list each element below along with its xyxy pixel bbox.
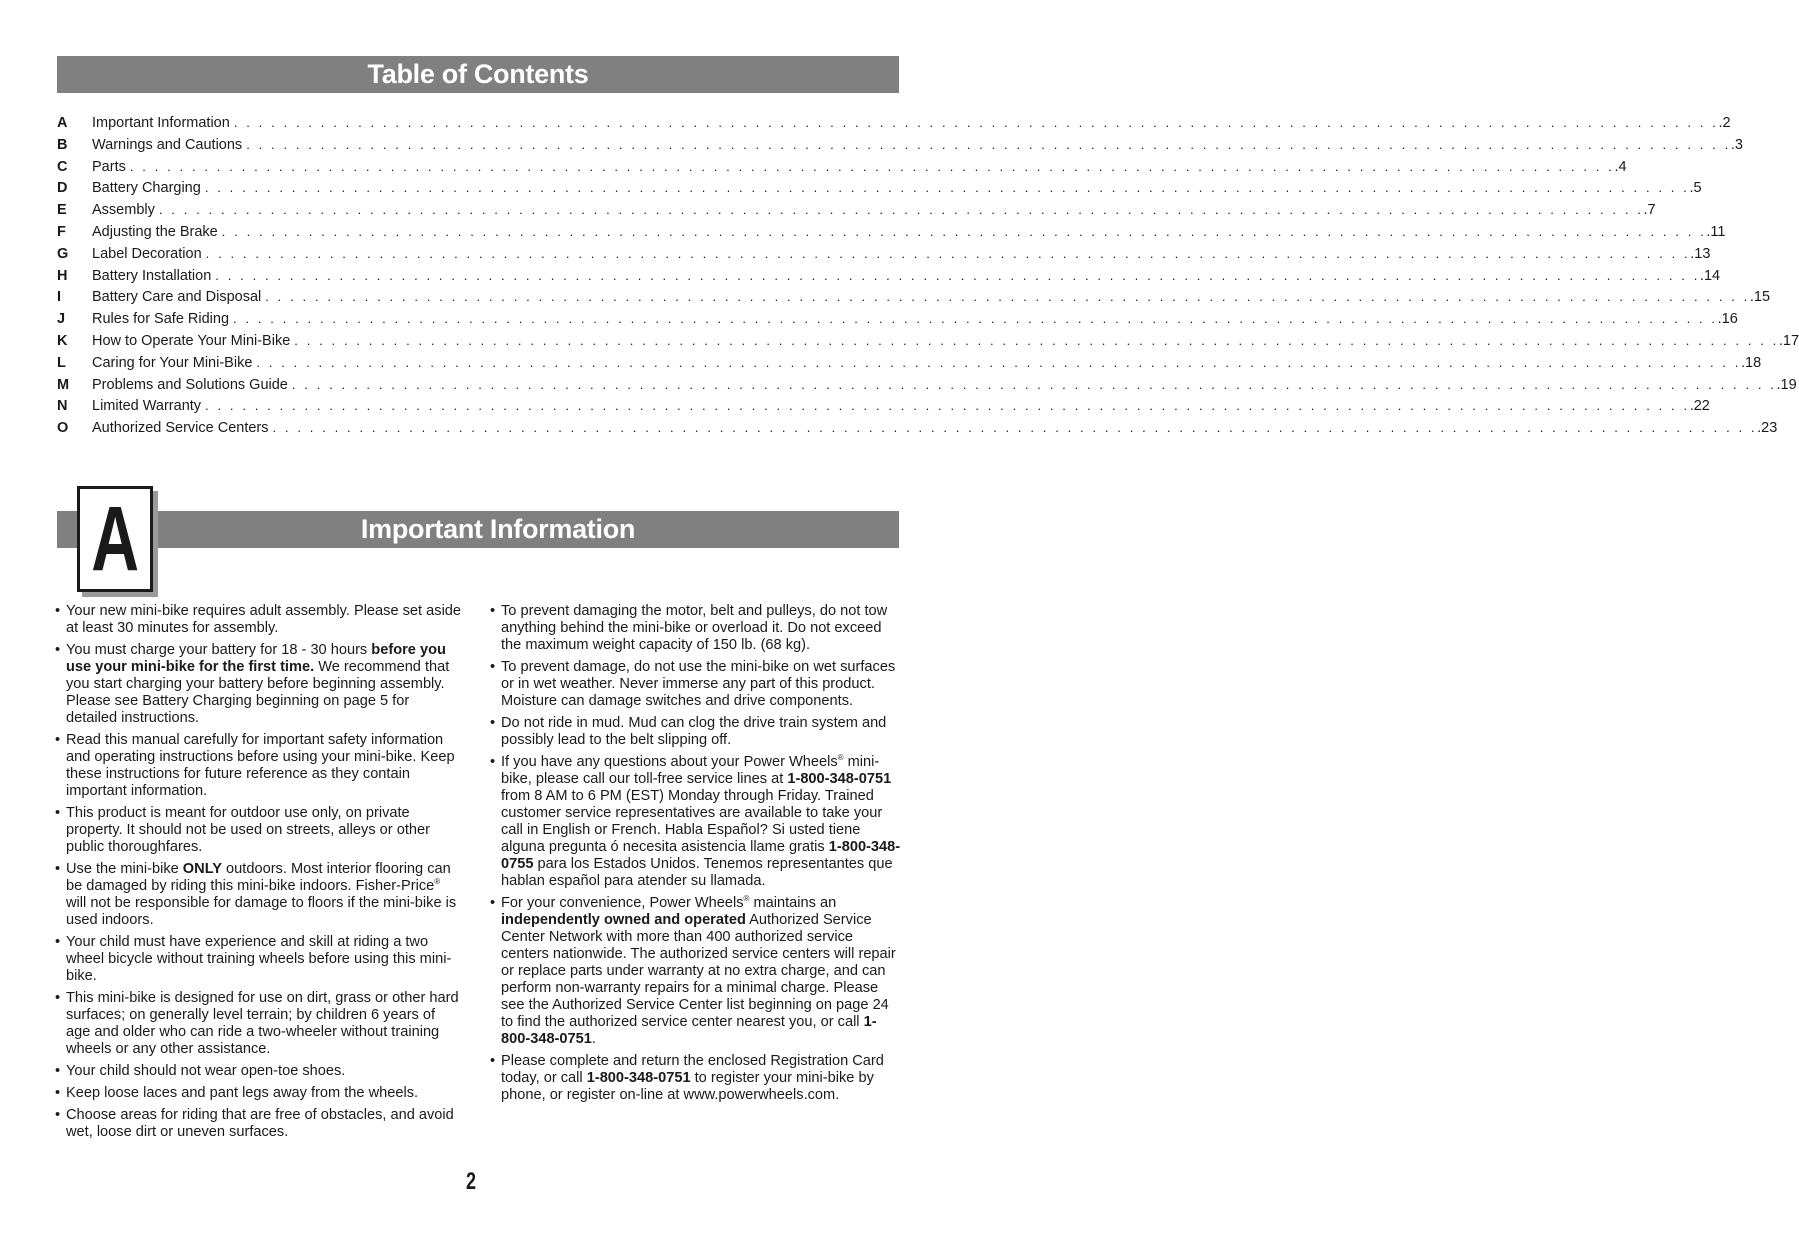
toc-entry-page: .22	[1689, 398, 1710, 415]
text-run: maintains an	[749, 895, 837, 911]
toc-entry	[57, 180, 1702, 202]
toc-entry-title: How to Operate Your Mini-Bike	[92, 332, 291, 349]
toc-entry-title: Important Information	[92, 115, 230, 131]
bullet-text	[501, 1053, 902, 1104]
toc-entry	[57, 398, 1710, 420]
section-letter-box	[77, 486, 153, 592]
bullet-text	[501, 715, 902, 749]
bullet-dot: •	[490, 1053, 496, 1069]
toc-entry-title: Warnings and Cautions	[92, 136, 243, 153]
text-run: to register your mini-bike by phone, or register on-line at www.powerwheels.com.	[501, 1070, 874, 1103]
toc-entry-page: .13	[1690, 245, 1711, 262]
toc-leader-dots: . . . . . . . . . . . . . . . . . . . . . . . . . . . . . . . . . . . . . . . . . . . . . . . . . . . . . . . . . . . . . . . . . . . . . . . . . . . . . . . . . . . . . . . . . . . . . . . . . . . . . . . . . . . . . . . . . . . . . . . .	[204, 180, 1690, 196]
toc-entry-letter: E	[57, 202, 67, 219]
bullet-item	[55, 990, 463, 1058]
bullet-dot: •	[55, 1085, 61, 1101]
toc-entry-page: .7	[1643, 202, 1656, 219]
section-banner	[57, 511, 899, 548]
bullet-dot: •	[490, 715, 496, 731]
toc-leader-dots: . . . . . . . . . . . . . . . . . . . . . . . . . . . . . . . . . . . . . . . . . . . . . . . . . . . . . . . . . . . . . . . . . . . . . . . . . . . . . . . . . . . . . . . . . . . . . . . . . . . . . . . . . . . . . . . . . . . . . . . .	[215, 267, 1700, 283]
left-column	[55, 603, 463, 1146]
toc-title: Table of Contents	[367, 59, 589, 89]
toc-entry-letter: A	[57, 115, 68, 131]
toc-leader-dots: . . . . . . . . . . . . . . . . . . . . . . . . . . . . . . . . . . . . . . . . . . . . . . . . . . . . . . . . . . . . . . . . . . . . . . . . . . . . . . . . . . . . . . . . . . . . . . . . . . . . . . . . . . . . . . . . . . . . . . . .	[291, 376, 1777, 392]
toc-leader-dots: . . . . . . . . . . . . . . . . . . . . . . . . . . . . . . . . . . . . . . . . . . . . . . . . . . . . . . . . . . . . . . . . . . . . . . . . . . . . . . . . . . . . . . . . . . . . . . . . . . . . . . . . . . . . . . . . . . . . . . . .	[221, 223, 1707, 239]
toc-entry-letter: M	[57, 376, 70, 393]
text-run: Authorized Service Center Network with more than 400 authorized service centers nationwide. The authorized service centers will repair or replace parts under warranty at no extra charge, and can perform non-warranty repairs for a minimal charge. Please see the Authorized Service Center list beginning on page 24 to find the authorized service center nearest you, or call	[501, 912, 896, 1030]
bullet-dot: •	[490, 754, 496, 770]
toc-entry-letter: K	[57, 332, 68, 349]
toc-leader-dots: . . . . . . . . . . . . . . . . . . . . . . . . . . . . . . . . . . . . . . . . . . . . . . . . . . . . . . . . . . . . . . . . . . . . . . . . . . . . . . . . . . . . . . . . . . . . . . . . . . . . . . . . . . . . . . . . . . . . . . . .	[233, 311, 1718, 327]
toc-entry-title: Parts	[92, 158, 126, 175]
toc-leader-dots: . . . . . . . . . . . . . . . . . . . . . . . . . . . . . . . . . . . . . . . . . . . . . . . . . . . . . . . . . . . . . . . . . . . . . . . . . . . . . . . . . . . . . . . . . . . . . . . . . . . . . . . . . . . . . . . . . . . . . . . .	[256, 354, 1742, 370]
bold-text: 1-800-348-0751	[501, 1014, 877, 1047]
bullet-dot: •	[490, 895, 496, 911]
toc-entry-title: Caring for Your Mini-Bike	[92, 354, 253, 371]
page-number: 2	[466, 1168, 477, 1195]
bold-text: 1-800-348-0751	[586, 1070, 691, 1086]
text-run: will not be responsible for damage to floors if the mini-bike is used indoors.	[66, 895, 457, 928]
toc-entry-page: .18	[1741, 354, 1762, 371]
bullet-text	[66, 861, 463, 929]
bullet-text	[66, 732, 463, 800]
toc-entry-title: Label Decoration	[92, 245, 202, 262]
bullet-item	[55, 1107, 463, 1141]
bullet-dot: •	[55, 990, 61, 1006]
toc-entry-letter: O	[57, 420, 69, 437]
bullet-text	[501, 754, 902, 890]
bullet-dot: •	[55, 1107, 61, 1123]
toc-entry-page: .2	[1718, 115, 1731, 131]
text-run: Your child should not wear open-toe shoes.	[66, 1063, 346, 1079]
bold-text: before you use your mini-bike for the first time.	[66, 642, 446, 675]
text-run: Use the mini-bike	[66, 861, 183, 877]
toc-leader-dots: . . . . . . . . . . . . . . . . . . . . . . . . . . . . . . . . . . . . . . . . . . . . . . . . . . . . . . . . . . . . . . . . . . . . . . . . . . . . . . . . . . . . . . . . . . . . . . . . . . . . . . . . . . . . . . . . . . . . . . . .	[158, 202, 1644, 218]
toc-entry-letter: F	[57, 223, 66, 240]
text-run: para los Estados Unidos. Tenemos representantes que hablan español para atender su llamada.	[501, 856, 893, 889]
text-run: We recommend that you start charging your battery before beginning assembly. Please see Battery Charging beginning on page 5 for detailed instructions.	[66, 659, 450, 726]
toc-entry	[57, 136, 1743, 159]
toc-entry-title: Adjusting the Brake	[92, 223, 218, 240]
toc-entry-title: Problems and Solutions Guide	[92, 376, 288, 393]
toc-entry-letter: D	[57, 180, 68, 197]
bullet-item	[55, 732, 463, 800]
toc-entry-letter: L	[57, 354, 66, 371]
toc-leader-dots: . . . . . . . . . . . . . . . . . . . . . . . . . . . . . . . . . . . . . . . . . . . . . . . . . . . . . . . . . . . . . . . . . . . . . . . . . . . . . . . . . . . . . . . . . . . . . . . . . . . . . . . . . . . . . . . . . . . . . . . .	[265, 289, 1750, 305]
bullet-item	[55, 934, 463, 985]
text-run: from 8 AM to 6 PM (EST) Monday through Friday. Trained customer service representatives are available to take your call in English or French. Habla Español? Si usted tiene alguna pregunta ó necesita asistencia llame gratis	[501, 788, 883, 855]
toc-entry-page: .11	[1706, 223, 1726, 240]
bullet-text	[66, 1085, 463, 1102]
toc-entry-page: .17	[1778, 332, 1799, 349]
toc-entry-page: .3	[1730, 136, 1743, 153]
toc-entry-page: .14	[1699, 267, 1721, 284]
bullet-item	[55, 642, 463, 727]
toc-entry	[57, 115, 1731, 137]
bullet-text	[66, 642, 463, 727]
text-run: This mini-bike is designed for use on dirt, grass or other hard surfaces; on generally level terrain; by children 6 years of age and older who can ride a two-wheeler without training wheels or any other assistance.	[66, 990, 459, 1057]
toc-leader-dots: . . . . . . . . . . . . . . . . . . . . . . . . . . . . . . . . . . . . . . . . . . . . . . . . . . . . . . . . . . . . . . . . . . . . . . . . . . . . . . . . . . . . . . . . . . . . . . . . . . . . . . . . . . . . . . . . . . . . . . . .	[246, 136, 1731, 152]
bullet-text	[501, 895, 902, 1048]
toc-entry	[57, 332, 1799, 355]
toc-entry	[57, 311, 1738, 333]
text-run: Your new mini-bike requires adult assembly. Please set aside at least 30 minutes for assembly.	[66, 603, 462, 636]
text-run: This product is meant for outdoor use only, on private property. It should not be used on streets, alleys or other public thoroughfares.	[66, 805, 430, 855]
toc-entry-page: .5	[1689, 180, 1702, 197]
toc-entry-letter: G	[57, 245, 69, 262]
toc-entry-page: .4	[1614, 158, 1627, 175]
bullet-item	[490, 659, 902, 710]
bold-text: 1-800-348-0751	[787, 771, 892, 787]
bullet-item	[490, 895, 902, 1048]
toc-entry	[57, 267, 1721, 290]
bullet-dot: •	[55, 603, 61, 619]
toc-entry	[57, 223, 1726, 246]
text-run: Do not ride in mud. Mud can clog the drive train system and possibly lead to the belt slipping off.	[501, 715, 887, 748]
bullet-text	[66, 990, 463, 1058]
toc-leader-dots: . . . . . . . . . . . . . . . . . . . . . . . . . . . . . . . . . . . . . . . . . . . . . . . . . . . . . . . . . . . . . . . . . . . . . . . . . . . . . . . . . . . . . . . . . . . . . . . . . . . . . . . . . . . . . . . . . . . . . . . .	[272, 420, 1758, 436]
bullet-dot: •	[55, 642, 61, 658]
toc-leader-dots: . . . . . . . . . . . . . . . . . . . . . . . . . . . . . . . . . . . . . . . . . . . . . . . . . . . . . . . . . . . . . . . . . . . . . . . . . . . . . . . . . . . . . . . . . . . . . . . . . . . . . . . . . . . . . . . . . . . . . . . .	[294, 332, 1779, 348]
bullet-dot: •	[55, 934, 61, 950]
toc-entry-letter: J	[57, 311, 66, 328]
bullet-text	[66, 805, 463, 856]
toc-entry	[57, 158, 1627, 181]
toc-entry-title: Battery Charging	[92, 180, 201, 197]
toc-entry-letter: C	[57, 158, 68, 175]
toc-entry-letter: H	[57, 267, 68, 284]
bullet-text	[501, 603, 902, 654]
bullet-item	[490, 754, 902, 890]
toc-banner	[57, 56, 899, 93]
right-column	[490, 603, 902, 1109]
registered-mark: ®	[837, 753, 844, 763]
toc-entry-page: .16	[1717, 311, 1738, 328]
text-run: Choose areas for riding that are free of obstacles, and avoid wet, loose dirt or uneven surfaces.	[66, 1107, 454, 1140]
bullet-dot: •	[490, 659, 496, 675]
bullet-item	[490, 603, 902, 654]
bullet-dot: •	[55, 861, 61, 877]
bullet-item	[55, 805, 463, 856]
toc-list	[57, 115, 1799, 442]
bold-text: independently owned and operated	[501, 912, 746, 928]
toc-entry-letter: I	[57, 289, 62, 306]
bullet-item	[55, 1063, 463, 1080]
text-run: If you have any questions about your Power Wheels	[501, 754, 838, 770]
bullet-text	[66, 1107, 463, 1141]
text-run: outdoors. Most interior flooring can be damaged by riding this mini-bike indoors. Fisher-Price	[66, 861, 451, 894]
bullet-item	[55, 861, 463, 929]
toc-entry	[57, 420, 1778, 442]
bullet-item	[55, 603, 463, 637]
bold-text: ONLY	[182, 861, 222, 877]
toc-entry-title: Battery Care and Disposal	[92, 289, 262, 306]
text-run: .	[591, 1031, 596, 1047]
toc-leader-dots: . . . . . . . . . . . . . . . . . . . . . . . . . . . . . . . . . . . . . . . . . . . . . . . . . . . . . . . . . . . . . . . . . . . . . . . . . . . . . . . . . . . . . . . . . . . . . . . . . . . . . . . . . . . . . . . . . . . . . . . .	[205, 245, 1691, 261]
bullet-text	[501, 659, 902, 710]
toc-entry-letter: B	[57, 136, 68, 153]
toc-entry-page: .23	[1757, 420, 1778, 437]
toc-entry-letter: N	[57, 398, 68, 415]
registered-mark: ®	[434, 877, 441, 887]
bullet-dot: •	[55, 732, 61, 748]
toc-entry	[57, 289, 1771, 311]
toc-leader-dots: . . . . . . . . . . . . . . . . . . . . . . . . . . . . . . . . . . . . . . . . . . . . . . . . . . . . . . . . . . . . . . . . . . . . . . . . . . . . . . . . . . . . . . . . . . . . . . . . . . . . . . . . . . . . . . . . . . . . . . . .	[129, 158, 1615, 174]
bullet-item	[490, 715, 902, 749]
toc-entry	[57, 202, 1656, 224]
section-title: Important Information	[360, 514, 636, 544]
bullet-dot: •	[55, 1063, 61, 1079]
text-run: To prevent damaging the motor, belt and pulleys, do not tow anything behind the mini-bike or overload it. Do not exceed the maximum weight capacity of 150 lb. (68 kg).	[501, 603, 888, 653]
toc-entry-page: .19	[1776, 376, 1797, 393]
toc-entry	[57, 354, 1762, 377]
bullet-text	[66, 934, 463, 985]
toc-entry-title: Authorized Service Centers	[92, 420, 269, 437]
bullet-item	[55, 1085, 463, 1102]
text-run: Read this manual carefully for important safety information and operating instructions before using your mini-bike. Keep these instructions for future reference as they contain important information.	[66, 732, 455, 799]
text-run: You must charge your battery for 18 - 30 hours	[66, 642, 372, 658]
bullet-text	[66, 1063, 463, 1080]
toc-entry-page: .15	[1749, 289, 1771, 306]
text-run: Please complete and return the enclosed Registration Card today, or call	[501, 1053, 884, 1086]
bullet-dot: •	[55, 805, 61, 821]
toc-entry-title: Limited Warranty	[92, 398, 202, 415]
toc-leader-dots: . . . . . . . . . . . . . . . . . . . . . . . . . . . . . . . . . . . . . . . . . . . . . . . . . . . . . . . . . . . . . . . . . . . . . . . . . . . . . . . . . . . . . . . . . . . . . . . . . . . . . . . . . . . . . . . . . . . . . . . .	[205, 398, 1690, 414]
toc-entry	[57, 376, 1797, 399]
registered-mark: ®	[743, 894, 750, 904]
text-run: To prevent damage, do not use the mini-bike on wet surfaces or in wet weather. Never immerse any part of this product. Moisture can damage switches and drive components.	[501, 659, 896, 709]
bold-text: 1-800-348-0755	[501, 839, 901, 872]
bullet-item	[490, 1053, 902, 1104]
bullet-dot: •	[490, 603, 496, 619]
toc-entry-title: Rules for Safe Riding	[92, 311, 230, 328]
toc-entry-title: Battery Installation	[92, 267, 212, 284]
text-run: mini-bike, please call our toll-free service lines at	[501, 754, 880, 787]
text-run: Keep loose laces and pant legs away from the wheels.	[66, 1085, 419, 1101]
text-run: Your child must have experience and skill at riding a two wheel bicycle without training wheels before using this mini-bike.	[66, 934, 452, 984]
section-letter: A	[91, 488, 139, 590]
toc-entry-title: Assembly	[92, 202, 155, 219]
bullet-text	[66, 603, 463, 637]
toc-entry	[57, 245, 1711, 268]
text-run: For your convenience, Power Wheels	[501, 895, 744, 911]
toc-leader-dots: . . . . . . . . . . . . . . . . . . . . . . . . . . . . . . . . . . . . . . . . . . . . . . . . . . . . . . . . . . . . . . . . . . . . . . . . . . . . . . . . . . . . . . . . . . . . . . . . . . . . . . . . . . . . . . . . . . . . . . . .	[233, 115, 1719, 130]
